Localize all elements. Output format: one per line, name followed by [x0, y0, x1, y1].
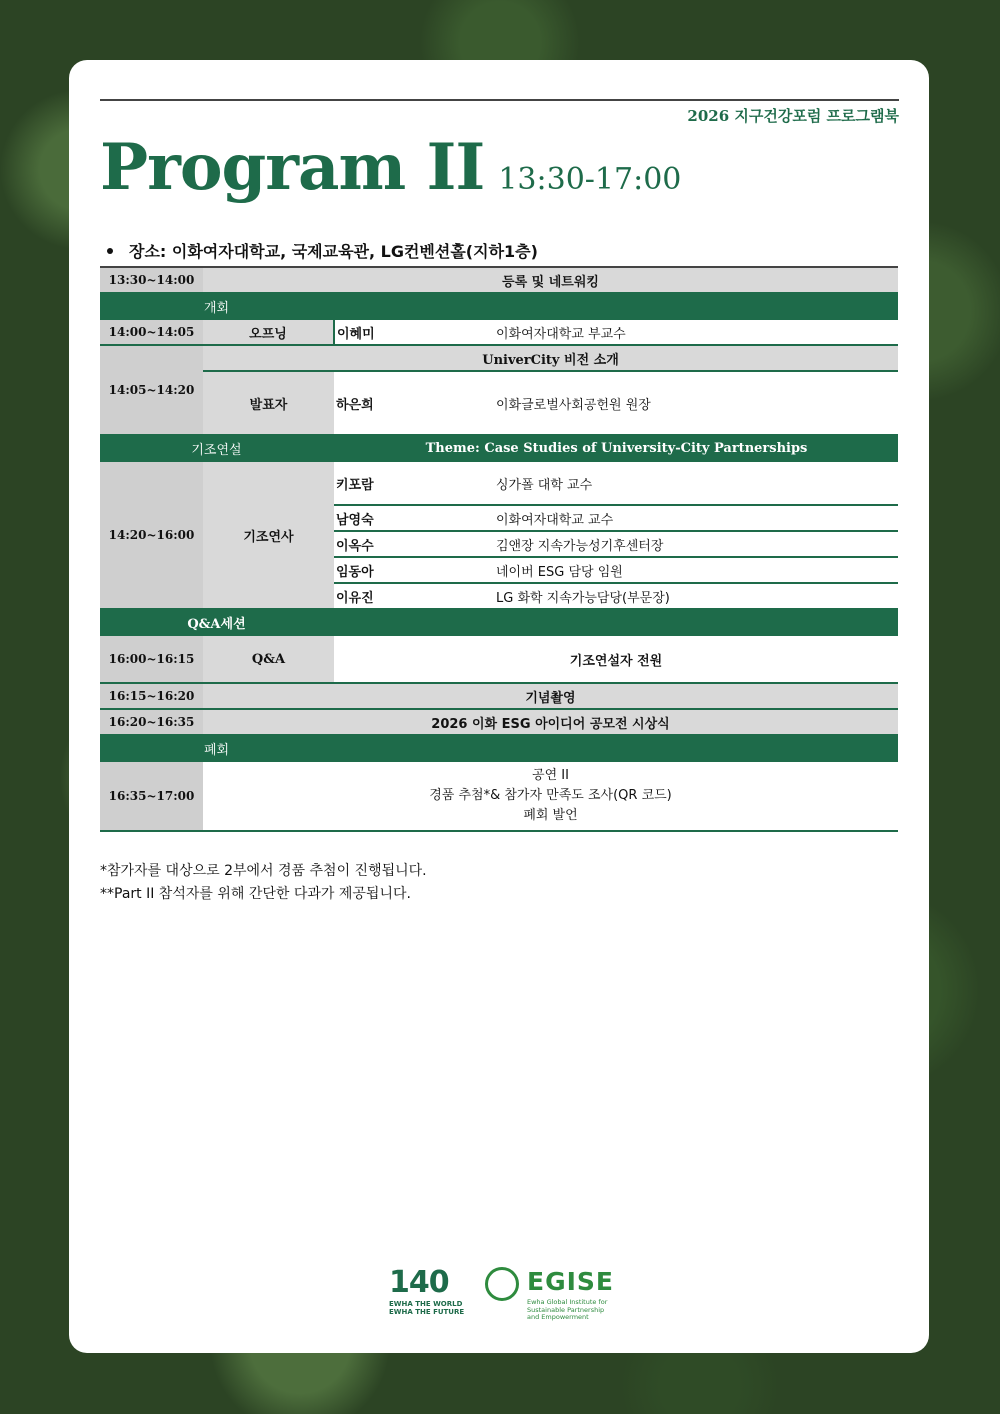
- speaker-role: 네이버 ESG 담당 임원: [492, 557, 898, 583]
- speaker-name: 이유진: [334, 583, 492, 609]
- row-label: UniverCity 비전 소개: [203, 345, 898, 371]
- page-title: Program II: [100, 130, 485, 205]
- row-time: 16:15~16:20: [100, 683, 203, 709]
- table-row: [100, 683, 898, 709]
- section-label: 기조연설: [100, 435, 334, 461]
- booklet-subtitle: 2026 지구건강포럼 프로그램북: [687, 107, 899, 125]
- time-range: 13:30-17:00: [498, 162, 682, 197]
- table-row: [100, 267, 898, 293]
- closing-lines: [203, 761, 898, 831]
- speaker-role: 싱가폴 대학 교수: [492, 461, 898, 505]
- speaker-role: LG 화학 지속가능담당(부문장): [492, 583, 898, 609]
- logo-tagline: EWHA THE FUTURE: [389, 1308, 465, 1316]
- venue-text: 장소: 이화여자대학교, 국제교육관, LG컨벤션홀(지하1층): [129, 242, 538, 261]
- logo-tagline: EWHA THE WORLD: [389, 1300, 463, 1308]
- row-label: 2026 이화 ESG 아이디어 공모전 시상식: [203, 709, 898, 735]
- footnote: *참가자를 대상으로 2부에서 경품 추첨이 진행됩니다.: [100, 863, 427, 879]
- egise-tag-line: and Empowerment: [527, 1313, 589, 1321]
- row-name: 하은희: [334, 371, 492, 435]
- section-header: [100, 293, 898, 319]
- row-category: 기조연사: [203, 461, 334, 609]
- row-label: 기념촬영: [203, 683, 898, 709]
- footnote: **Part II 참석자를 위해 간단한 다과가 제공됩니다.: [100, 886, 411, 902]
- row-role: 이화글로벌사회공헌원 원장: [492, 371, 898, 435]
- section-label: 폐회: [100, 735, 334, 761]
- section-fill: [334, 735, 898, 761]
- row-category: 발표자: [203, 371, 334, 435]
- section-label: Q&A세션: [100, 609, 334, 635]
- closing-line: 경품 추첨*& 참가자 만족도 조사(QR 코드): [429, 788, 672, 803]
- table-row: [100, 319, 898, 345]
- program-card: [69, 60, 929, 1353]
- row-time: 14:20~16:00: [100, 461, 203, 609]
- speaker-name: 이옥수: [334, 531, 492, 557]
- row-label: 등록 및 네트워킹: [203, 267, 898, 293]
- egise-tag-line: Ewha Global Institute for: [527, 1298, 608, 1306]
- speaker-name: 키포람: [334, 461, 492, 505]
- table-row: [100, 371, 898, 435]
- egise-wordmark: EGISE: [527, 1267, 614, 1296]
- speaker-name: 남영숙: [334, 505, 492, 531]
- row-time: 16:35~17:00: [100, 761, 203, 831]
- section-theme: Theme: Case Studies of University-City Partnerships: [334, 435, 898, 461]
- table-row: [100, 761, 898, 831]
- section-header: [100, 609, 898, 635]
- section-header: [100, 735, 898, 761]
- bullet-icon: [107, 248, 113, 254]
- top-rule: [100, 99, 899, 101]
- table-row: [100, 709, 898, 735]
- closing-line: 폐회 발언: [523, 808, 578, 823]
- title-row: [100, 130, 681, 210]
- section-label: 개회: [100, 293, 334, 319]
- row-time: 16:20~16:35: [100, 709, 203, 735]
- table-row: [100, 635, 898, 683]
- table-row: [100, 345, 898, 371]
- egise-logo: [485, 1265, 645, 1321]
- row-time: 14:00~14:05: [100, 319, 203, 345]
- row-name: 이혜미: [334, 319, 492, 345]
- footnotes: [100, 860, 427, 906]
- speaker-role: 김앤장 지속가능성기후센터장: [492, 531, 898, 557]
- speaker-name: 임동아: [334, 557, 492, 583]
- speaker-role: 이화여자대학교 교수: [492, 505, 898, 531]
- section-fill: [334, 609, 898, 635]
- leaf-icon: [485, 1267, 519, 1301]
- table-row: [100, 461, 898, 505]
- venue-line: [107, 239, 538, 262]
- logo-number: 140: [389, 1265, 449, 1300]
- logo-bar: [389, 1265, 649, 1325]
- closing-line: 공연 II: [532, 768, 569, 783]
- row-category: 오프닝: [203, 319, 334, 345]
- egise-tag-line: Sustainable Partnership: [527, 1305, 605, 1314]
- row-role: 이화여자대학교 부교수: [492, 319, 898, 345]
- row-label: 기조연설자 전원: [334, 635, 898, 683]
- section-header: [100, 435, 898, 461]
- row-time: 14:05~14:20: [100, 345, 203, 435]
- row-time: 13:30~14:00: [100, 267, 203, 293]
- section-fill: [334, 293, 898, 319]
- row-category: Q&A: [203, 635, 334, 683]
- ewha-140-logo: [389, 1265, 469, 1321]
- egise-tagline: [527, 1299, 637, 1322]
- program-table: [100, 266, 898, 832]
- row-time: 16:00~16:15: [100, 635, 203, 683]
